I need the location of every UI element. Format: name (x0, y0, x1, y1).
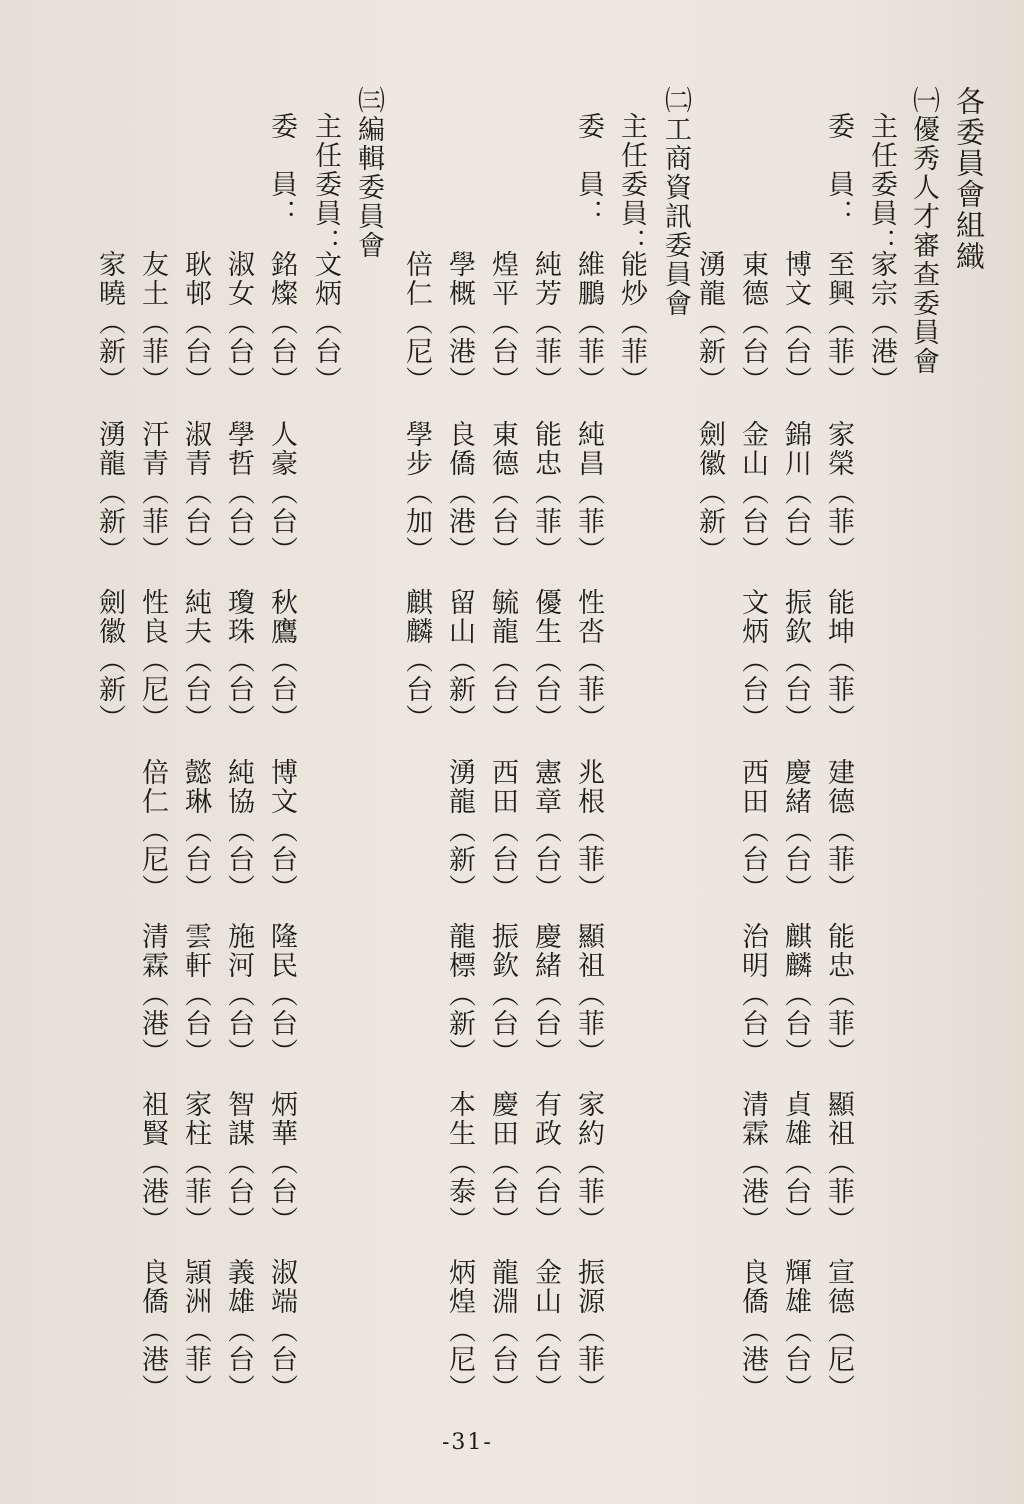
member-entry: 輝雄（台） (780, 1258, 811, 1403)
member-entry: 貞雄（台） (780, 1090, 811, 1235)
member-entry: 銘燦（台） (266, 250, 297, 395)
member-entry: 龍標（新） (444, 922, 475, 1067)
member-entry: 人豪（台） (266, 420, 297, 565)
member-entry: 學哲（台） (223, 420, 254, 565)
member-entry: 純夫（台） (180, 588, 211, 733)
member-entry: 博文（台） (266, 758, 297, 903)
member-entry: 良僑（港） (737, 1258, 768, 1403)
member-entry: 純芳（菲） (530, 250, 561, 395)
member-entry: 振欽（台） (780, 588, 811, 733)
member-entry: 宣德（尼） (823, 1258, 854, 1403)
member-entry: 家柱（菲） (180, 1090, 211, 1235)
member-entry: 倍仁（尼） (137, 758, 168, 903)
member-entry: 建德（菲） (823, 758, 854, 903)
member-entry: 優生（台） (530, 588, 561, 733)
member-entry: 瓊珠（台） (223, 588, 254, 733)
member-entry: 振源（菲） (573, 1258, 604, 1403)
member-entry: 麒麟（台） (401, 588, 432, 733)
chair-name: 家宗（港） (866, 250, 897, 395)
member-entry: 秋鷹（台） (266, 588, 297, 733)
member-entry: 東德（台） (737, 250, 768, 395)
member-entry: 慶緒（台） (530, 922, 561, 1067)
member-entry: 留山（新） (444, 588, 475, 733)
page-number: -31- (442, 1430, 493, 1455)
member-entry: 金山（台） (737, 420, 768, 565)
member-entry: 西田（台） (737, 758, 768, 903)
member-entry: 智謀（台） (223, 1090, 254, 1235)
member-entry: 懿琳（台） (180, 758, 211, 903)
member-entry: 友土（菲） (137, 250, 168, 395)
member-entry: 良僑（港） (137, 1258, 168, 1403)
member-entry: 家榮（菲） (823, 420, 854, 565)
member-entry: 雲軒（台） (180, 922, 211, 1067)
member-entry: 東德（台） (487, 420, 518, 565)
member-entry: 良僑（港） (444, 420, 475, 565)
member-entry: 祖賢（港） (137, 1090, 168, 1235)
member-entry: 性良（尼） (137, 588, 168, 733)
member-entry: 淑端（台） (266, 1258, 297, 1403)
member-entry: 汗青（菲） (137, 420, 168, 565)
member-entry: 性呇（菲） (573, 588, 604, 733)
member-entry: 龍淵（台） (487, 1258, 518, 1403)
member-entry: 顯祖（菲） (573, 922, 604, 1067)
committee-heading: ㈡工商資訊委員會 (660, 86, 691, 318)
member-entry: 炳煌（尼） (444, 1258, 475, 1403)
member-entry: 能忠（菲） (530, 420, 561, 565)
member-entry: 學步（加） (401, 420, 432, 565)
member-entry: 有政（台） (530, 1090, 561, 1235)
member-entry: 博文（台） (780, 250, 811, 395)
member-label: 委 員： (823, 112, 854, 228)
member-entry: 炳華（台） (266, 1090, 297, 1235)
member-entry: 淑女（台） (223, 250, 254, 395)
member-entry: 耿邨（台） (180, 250, 211, 395)
member-entry: 湧龍（新） (694, 250, 725, 395)
member-entry: 家約（菲） (573, 1090, 604, 1235)
member-entry: 施河（台） (223, 922, 254, 1067)
page-title: 各委員會組織 (952, 86, 986, 272)
member-entry: 湧龍（新） (444, 758, 475, 903)
member-label: 委 員： (573, 112, 604, 228)
member-entry: 義雄（台） (223, 1258, 254, 1403)
committee-heading: ㈠優秀人才審查委員會 (908, 86, 939, 376)
member-entry: 淑青（台） (180, 420, 211, 565)
member-entry: 憲章（台） (530, 758, 561, 903)
member-entry: 錦川（台） (780, 420, 811, 565)
member-entry: 維鵬（菲） (573, 250, 604, 395)
member-entry: 慶田（台） (487, 1090, 518, 1235)
member-entry: 純協（台） (223, 758, 254, 903)
member-entry: 麒麟（台） (780, 922, 811, 1067)
member-entry: 煌平（台） (487, 250, 518, 395)
member-entry: 振欽（台） (487, 922, 518, 1067)
committee-heading: ㈢編輯委員會 (353, 86, 384, 260)
member-entry: 湧龍（新） (94, 420, 125, 565)
member-entry: 劍徽（新） (94, 588, 125, 733)
chair-label: 主任委員： (616, 112, 647, 257)
member-entry: 家曉（新） (94, 250, 125, 395)
member-entry: 能坤（菲） (823, 588, 854, 733)
member-entry: 西田（台） (487, 758, 518, 903)
member-entry: 顯祖（菲） (823, 1090, 854, 1235)
member-entry: 劍徽（新） (694, 420, 725, 565)
member-label: 委 員： (266, 112, 297, 228)
member-entry: 清霖（港） (737, 1090, 768, 1235)
member-entry: 純昌（菲） (573, 420, 604, 565)
member-entry: 毓龍（台） (487, 588, 518, 733)
member-entry: 文炳（台） (737, 588, 768, 733)
chair-name: 能炒（菲） (616, 250, 647, 395)
member-entry: 隆民（台） (266, 922, 297, 1067)
member-entry: 兆根（菲） (573, 758, 604, 903)
chair-label: 主任委員： (310, 112, 341, 257)
member-entry: 金山（台） (530, 1258, 561, 1403)
member-entry: 倍仁（尼） (401, 250, 432, 395)
member-entry: 清霖（港） (137, 922, 168, 1067)
chair-label: 主任委員： (866, 112, 897, 257)
chair-name: 文炳（台） (310, 250, 341, 395)
member-entry: 至興（菲） (823, 250, 854, 395)
member-entry: 治明（台） (737, 922, 768, 1067)
member-entry: 慶緒（台） (780, 758, 811, 903)
member-entry: 學概（港） (444, 250, 475, 395)
member-entry: 頴洲（菲） (180, 1258, 211, 1403)
member-entry: 本生（泰） (444, 1090, 475, 1235)
member-entry: 能忠（菲） (823, 922, 854, 1067)
